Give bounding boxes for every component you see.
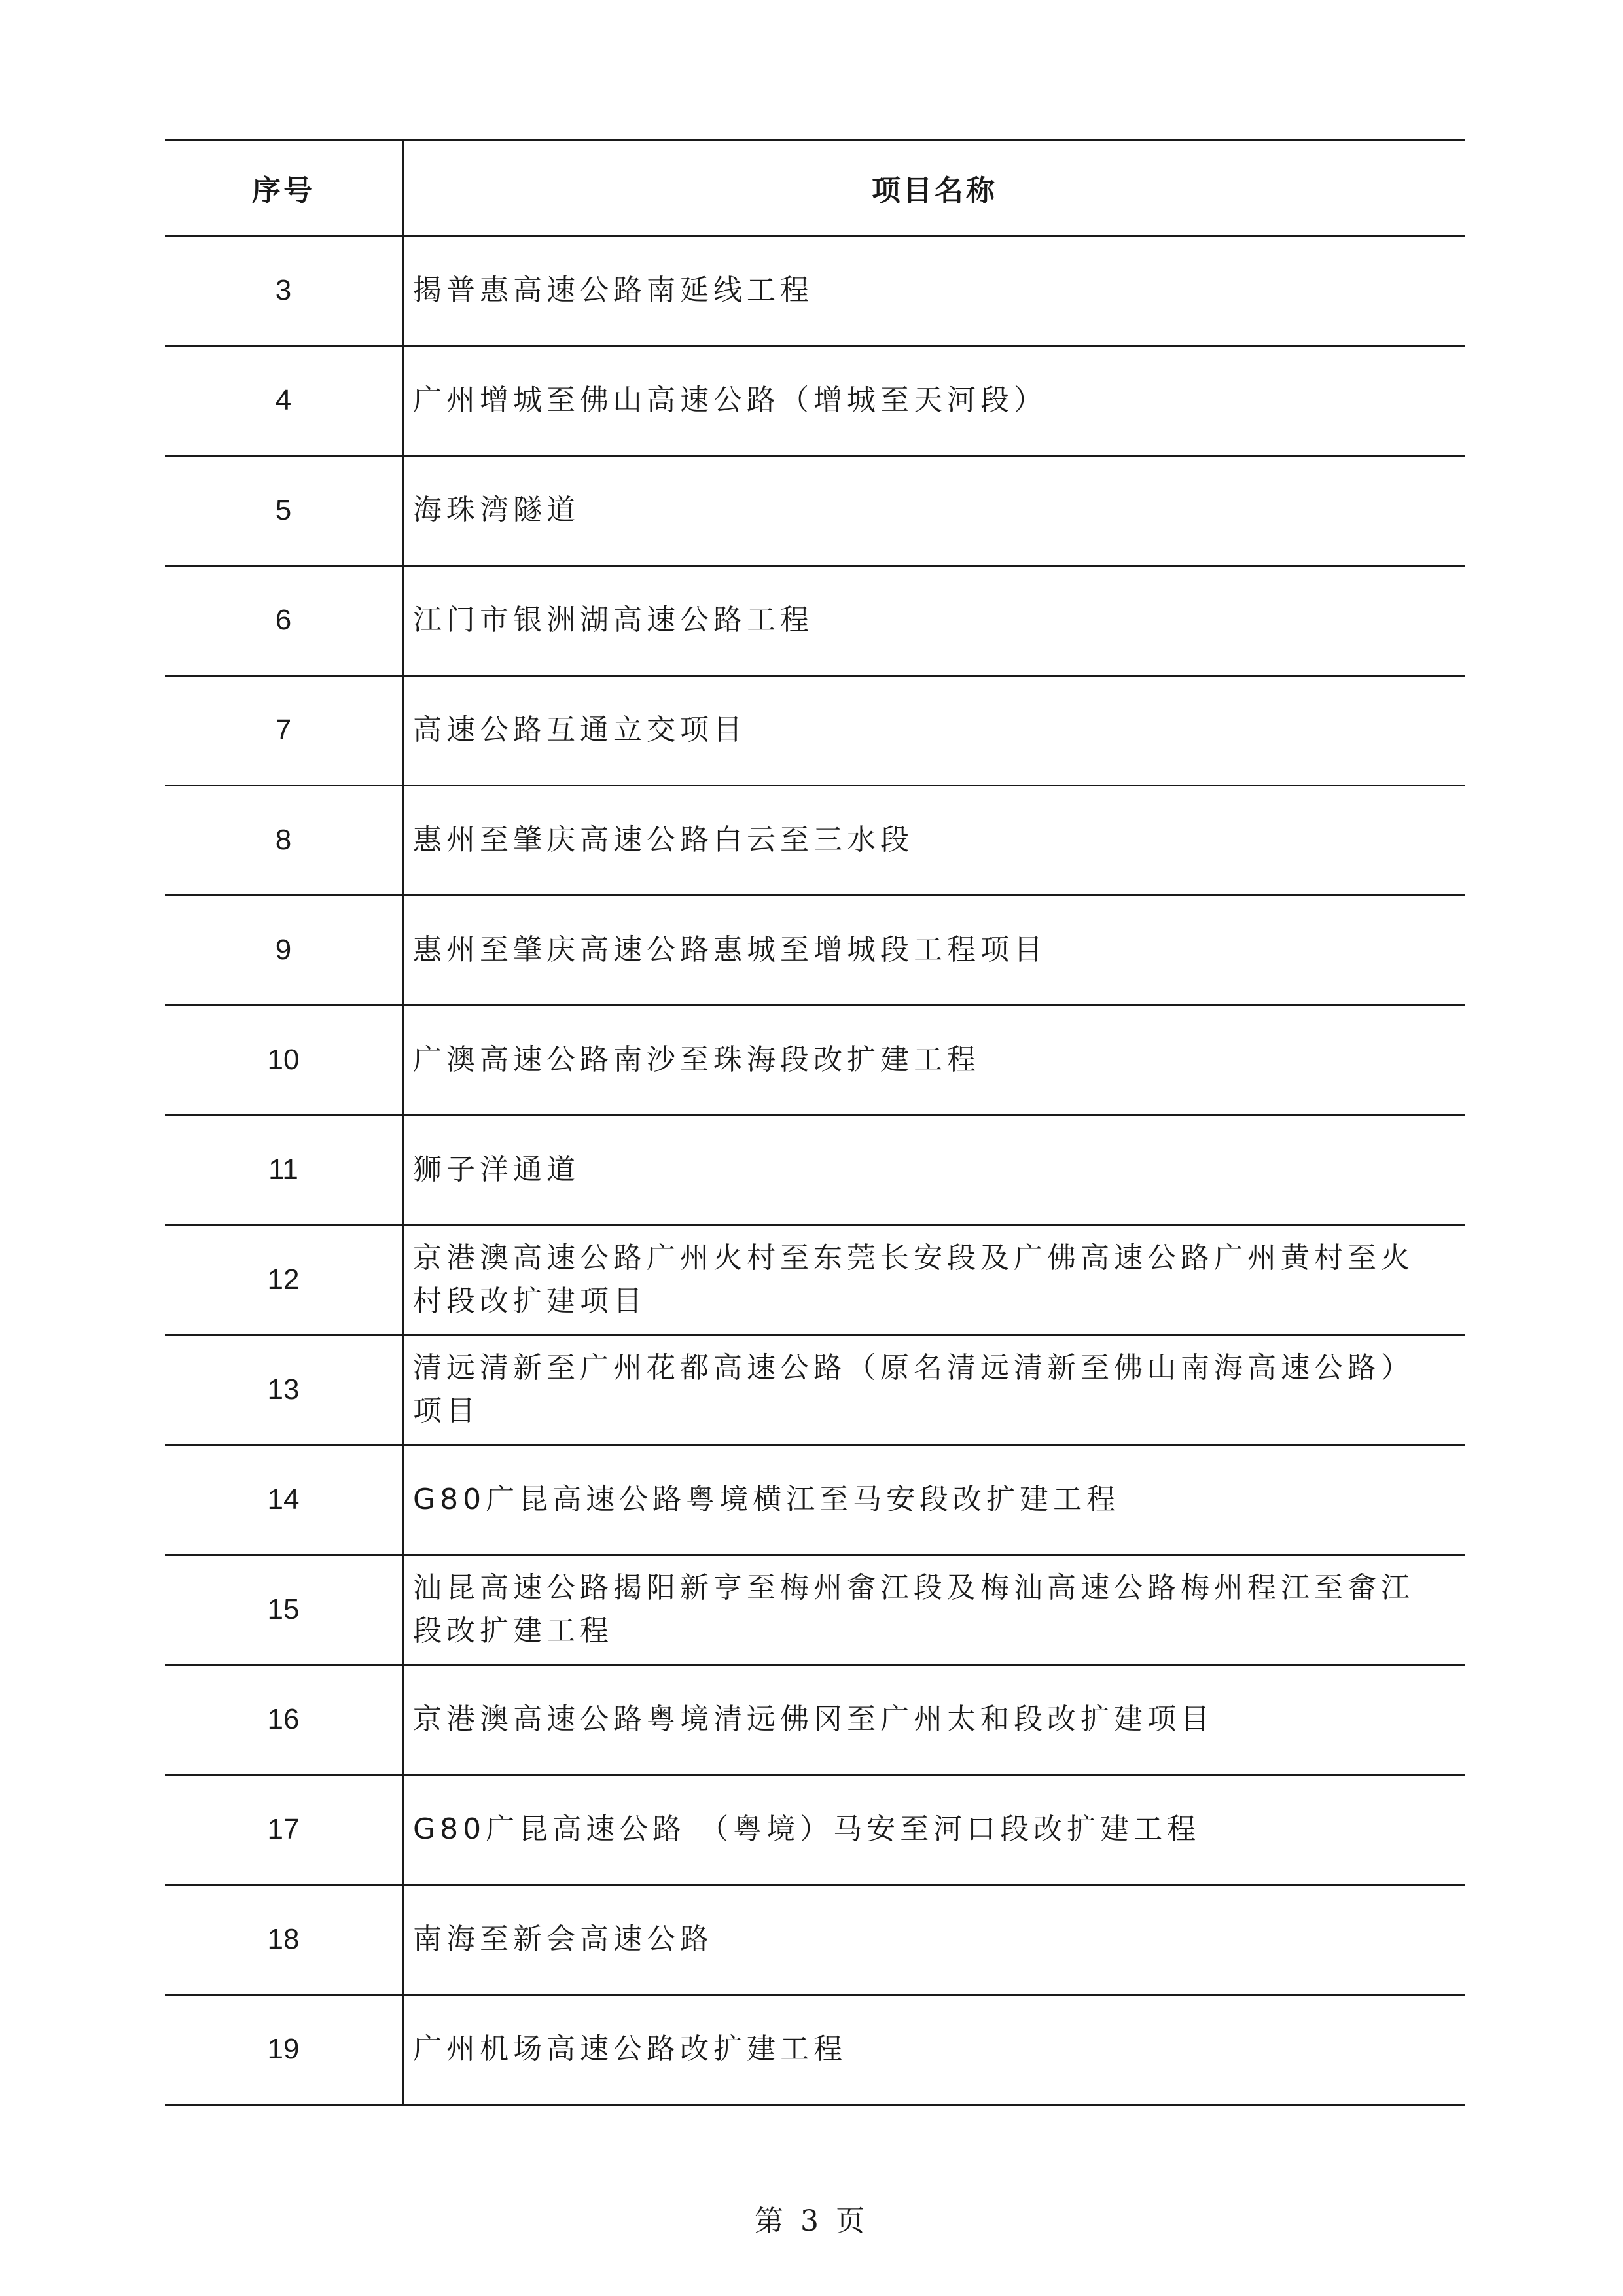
row-project-name: 惠州至肇庆高速公路白云至三水段 [403, 785, 1466, 895]
row-project-name: 京港澳高速公路粤境清远佛冈至广州太和段改扩建项目 [403, 1665, 1466, 1775]
table-row [165, 236, 1465, 345]
table-row [165, 785, 1465, 895]
table-row [165, 1884, 1465, 1994]
row-serial-number: 16 [165, 1665, 403, 1775]
table-row [165, 1994, 1465, 2104]
row-project-name: 汕昆高速公路揭阳新亨至梅州畲江段及梅汕高速公路梅州程江至畲江段改扩建工程 [403, 1555, 1466, 1665]
table-row [165, 675, 1465, 785]
row-serial-number: 15 [165, 1555, 403, 1665]
row-project-name: 广澳高速公路南沙至珠海段改扩建工程 [403, 1005, 1466, 1115]
header-project-name: 项目名称 [403, 140, 1466, 236]
table-row [165, 1005, 1465, 1115]
row-project-name: 海珠湾隧道 [403, 455, 1466, 565]
row-serial-number: 11 [165, 1115, 403, 1225]
row-project-name: 高速公路互通立交项目 [403, 675, 1466, 785]
table-row [165, 1115, 1465, 1225]
row-project-name: 狮子洋通道 [403, 1115, 1466, 1225]
row-serial-number: 3 [165, 236, 403, 345]
table-row [165, 345, 1465, 455]
table-row [165, 455, 1465, 565]
table-row [165, 565, 1465, 675]
row-serial-number: 13 [165, 1335, 403, 1445]
table-body [165, 236, 1465, 2104]
row-project-name: 京港澳高速公路广州火村至东莞长安段及广佛高速公路广州黄村至火村段改扩建项目 [403, 1225, 1466, 1335]
row-project-name: 清远清新至广州花都高速公路（原名清远清新至佛山南海高速公路）项目 [403, 1335, 1466, 1445]
table-row [165, 1445, 1465, 1555]
row-project-name: 江门市银洲湖高速公路工程 [403, 565, 1466, 675]
row-serial-number: 7 [165, 675, 403, 785]
table-row [165, 1225, 1465, 1335]
row-serial-number: 17 [165, 1775, 403, 1884]
table-row [165, 1665, 1465, 1775]
table-row [165, 1775, 1465, 1884]
table-row [165, 1555, 1465, 1665]
row-serial-number: 14 [165, 1445, 403, 1555]
header-serial-number: 序号 [165, 140, 403, 236]
row-project-name: 广州机场高速公路改扩建工程 [403, 1994, 1466, 2104]
row-serial-number: 5 [165, 455, 403, 565]
project-table [165, 139, 1465, 2106]
header-row [165, 140, 1465, 236]
row-project-name: 惠州至肇庆高速公路惠城至增城段工程项目 [403, 895, 1466, 1005]
row-project-name: 南海至新会高速公路 [403, 1884, 1466, 1994]
row-serial-number: 19 [165, 1994, 403, 2104]
row-serial-number: 9 [165, 895, 403, 1005]
row-project-name: 广州增城至佛山高速公路（增城至天河段） [403, 345, 1466, 455]
table-header [165, 140, 1465, 236]
row-project-name: 揭普惠高速公路南延线工程 [403, 236, 1466, 345]
row-serial-number: 8 [165, 785, 403, 895]
row-serial-number: 10 [165, 1005, 403, 1115]
table-row [165, 1335, 1465, 1445]
page-number: 第 3 页 [755, 2204, 868, 2238]
row-serial-number: 12 [165, 1225, 403, 1335]
table-row [165, 895, 1465, 1005]
row-project-name: G80广昆高速公路 （粤境）马安至河口段改扩建工程 [403, 1775, 1466, 1884]
row-serial-number: 6 [165, 565, 403, 675]
row-project-name: G80广昆高速公路粤境横江至马安段改扩建工程 [403, 1445, 1466, 1555]
row-serial-number: 18 [165, 1884, 403, 1994]
row-serial-number: 4 [165, 345, 403, 455]
